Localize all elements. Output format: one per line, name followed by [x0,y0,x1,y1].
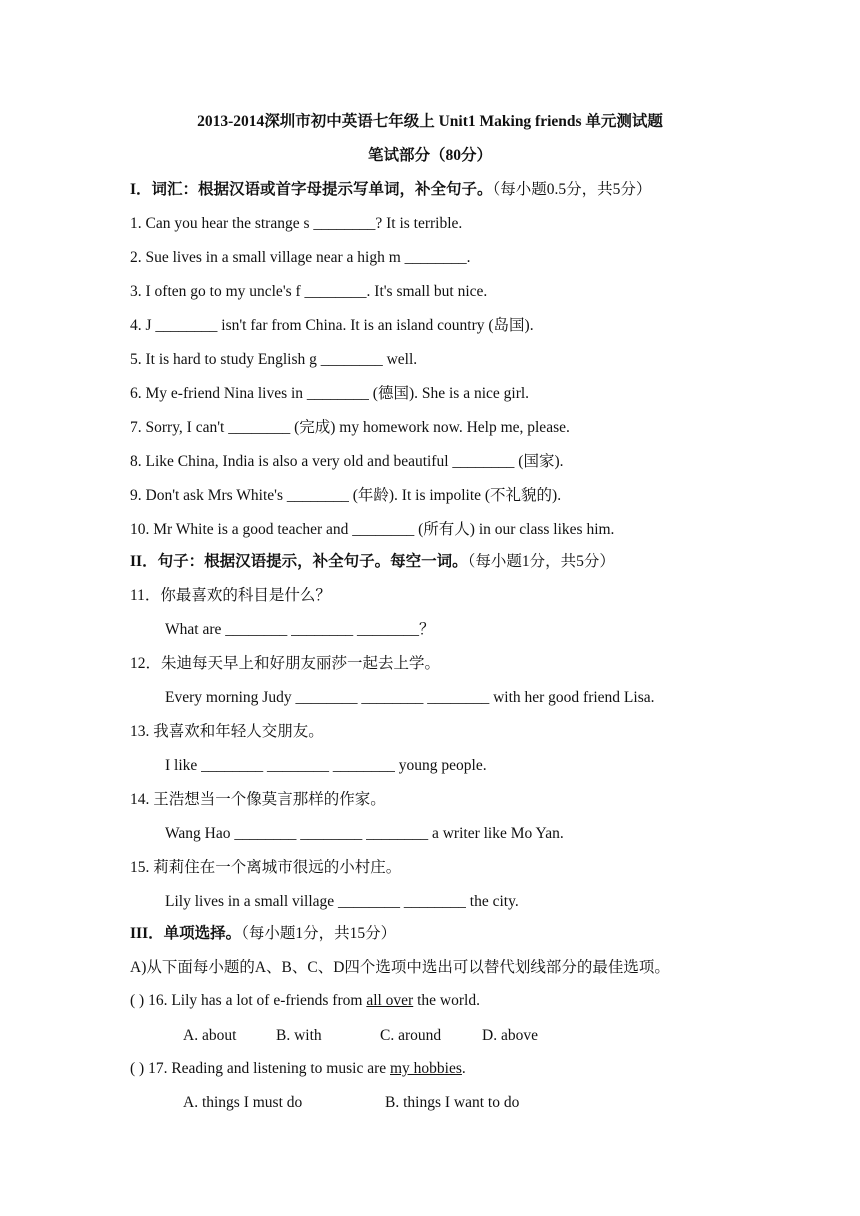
question-11-english: What are ________ ________ ________？ [165,621,435,638]
question-14-chinese: 14. 王浩想当一个像莫言那样的作家。 [130,791,386,808]
question-17-suffix: . [461,1060,466,1077]
section-3-heading [130,924,396,944]
page-subtitle: 笔试部分（80分） [367,147,492,164]
question-12-english: Every morning Judy ________ ________ ________ with her good friend Lisa. [165,689,655,706]
question-16-option-b: B. with [276,1027,322,1044]
question-17-prefix: ( ) 17. Reading and listening to music are [130,1060,390,1077]
question-16-suffix: the world. [413,992,480,1009]
section-2-heading [130,552,615,572]
question-1: 1. Can you hear the strange s ________? It is terrible. [130,215,463,232]
question-12-chinese: 12．朱迪每天早上和好朋友丽莎一起去上学。 [130,655,441,672]
question-13-chinese: 13. 我喜欢和年轻人交朋友。 [130,723,324,740]
section-3-note: （每小题1分，共15分） [241,925,397,942]
question-17-underlined: my hobbies [390,1060,462,1077]
question-15-chinese: 15. 莉莉住在一个离城市很远的小村庄。 [130,859,402,876]
section-1-note: （每小题0.5分，共5分） [492,181,652,198]
question-17-option-b: B. things I want to do [385,1094,520,1111]
page-title: 2013-2014深圳市初中英语七年级上 Unit1 Making friends 单元测试题 [197,113,663,130]
question-8: 8. Like China, India is also a very old and beautiful ________ (国家). [130,453,564,470]
question-15-english: Lily lives in a small village ________ ________ the city. [165,893,519,910]
question-17-option-a: A. things I must do [183,1094,303,1111]
section-2-note: （每小题1分，共5分） [467,553,615,570]
question-7: 7. Sorry, I can't ________ (完成) my homework now. Help me, please. [130,419,570,436]
question-16-prefix: ( ) 16. Lily has a lot of e-friends from [130,992,367,1009]
section-1-heading [130,180,651,200]
question-16-option-a: A. about [183,1027,237,1044]
question-13-english: I like ________ ________ ________ young people. [165,757,487,774]
question-4: 4. J ________ isn't far from China. It is an island country (岛国). [130,317,534,334]
question-10: 10. Mr White is a good teacher and ________ (所有人) in our class likes him. [130,521,615,538]
question-16 [130,991,480,1011]
question-17 [130,1059,466,1079]
question-6: 6. My e-friend Nina lives in ________ (德国). She is a nice girl. [130,385,530,402]
question-14-english: Wang Hao ________ ________ ________ a writer like Mo Yan. [165,825,564,842]
question-3: 3. I often go to my uncle's f ________. It's small but nice. [130,283,488,300]
section-2-title: II．句子：根据汉语提示，补全句子。每空一词。 [130,553,468,570]
section-3-title: III．单项选择。 [130,925,242,942]
question-11-chinese: 11．你最喜欢的科目是什么？ [130,587,331,604]
question-5: 5. It is hard to study English g ________ well. [130,351,418,368]
question-9: 9. Don't ask Mrs White's ________ (年龄). It is impolite (不礼貌的). [130,487,562,504]
question-2: 2. Sue lives in a small village near a high m ________. [130,249,471,266]
section-3-instruction: A)从下面每小题的A、B、C、D四个选项中选出可以替代划线部分的最佳选项。 [130,959,670,976]
question-16-underlined: all over [366,992,414,1009]
section-1-title: I．词汇：根据汉语或首字母提示写单词，补全句子。 [130,181,493,198]
question-16-option-d: D. above [482,1027,538,1044]
question-16-option-c: C. around [380,1027,442,1044]
